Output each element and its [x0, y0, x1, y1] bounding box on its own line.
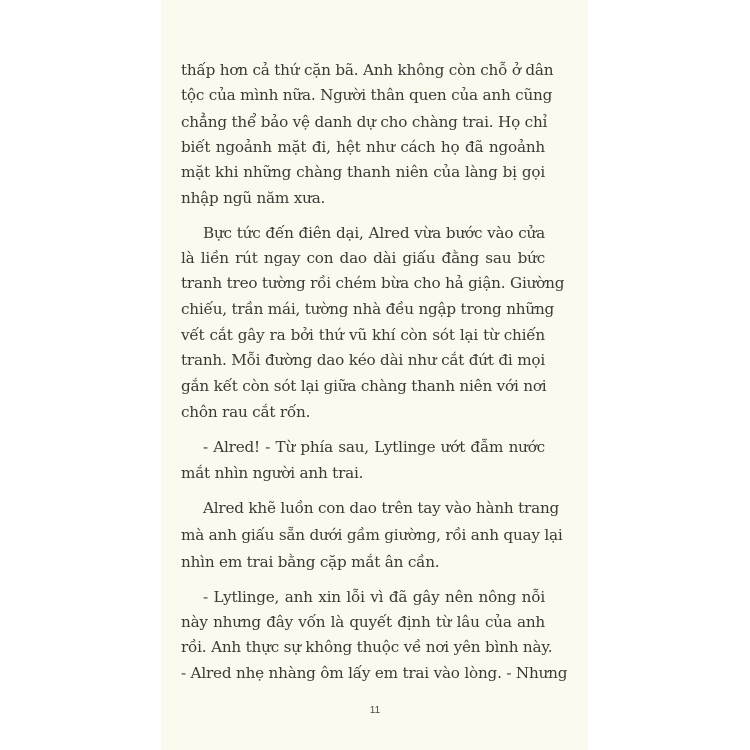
text-line: nhập ngũ năm xưa. — [181, 189, 326, 207]
text-line: tranh. Mỗi đường dao kéo dài như cắt đứt đi mọi — [181, 351, 546, 369]
text-line: chôn rau cắt rốn. — [181, 403, 311, 421]
text-line: tranh treo tường rồi chém bừa cho hả giận. Giường — [181, 274, 565, 292]
text-line: là liền rút ngay con dao dài giấu đằng sau bức — [181, 249, 545, 267]
text-line: nhìn em trai bằng cặp mắt ân cần. — [181, 553, 440, 571]
text-line: - Alred! - Từ phía sau, Lytlinge ướt đẫm nước — [203, 438, 545, 456]
text-line: mắt nhìn người anh trai. — [181, 464, 364, 482]
text-line: mặt khi những chàng thanh niên của làng bị gọi — [181, 163, 545, 181]
text-line: rồi. Anh thực sự không thuộc về nơi yên bình này. — [181, 638, 553, 656]
text-line: Alred khẽ luồn con dao trên tay vào hành trang — [203, 499, 560, 517]
text-line: chiếu, trần mái, tường nhà đều ngập trong những — [181, 300, 555, 318]
text-line: biết ngoảnh mặt đi, hệt như cách họ đã ngoảnh — [181, 138, 545, 156]
text-line: này nhưng đây vốn là quyết định từ lâu của anh — [181, 613, 545, 631]
page-number: 11 — [369, 705, 381, 716]
text-line: vết cắt gây ra bởi thứ vũ khí còn sót lại từ chiến — [181, 326, 545, 344]
text-line: tộc của mình nữa. Người thân quen của anh cũng — [181, 86, 553, 104]
text-line: - Alred nhẹ nhàng ôm lấy em trai vào lòng. - Nhưng — [181, 664, 568, 682]
text-line: - Lytlinge, anh xin lỗi vì đã gây nên nông nỗi — [203, 588, 545, 606]
text-line: gắn kết còn sót lại giữa chàng thanh niên với nơi — [181, 377, 547, 395]
text-line: thấp hơn cả thứ cặn bã. Anh không còn chỗ ở dân — [181, 61, 554, 79]
text-line: mà anh giấu sẵn dưới gầm giường, rồi anh quay lại — [181, 526, 563, 544]
text-line: Bực tức đến điên dại, Alred vừa bước vào cửa — [203, 224, 545, 242]
text-line: chẳng thể bảo vệ danh dự cho chàng trai. Họ chỉ — [181, 113, 548, 131]
